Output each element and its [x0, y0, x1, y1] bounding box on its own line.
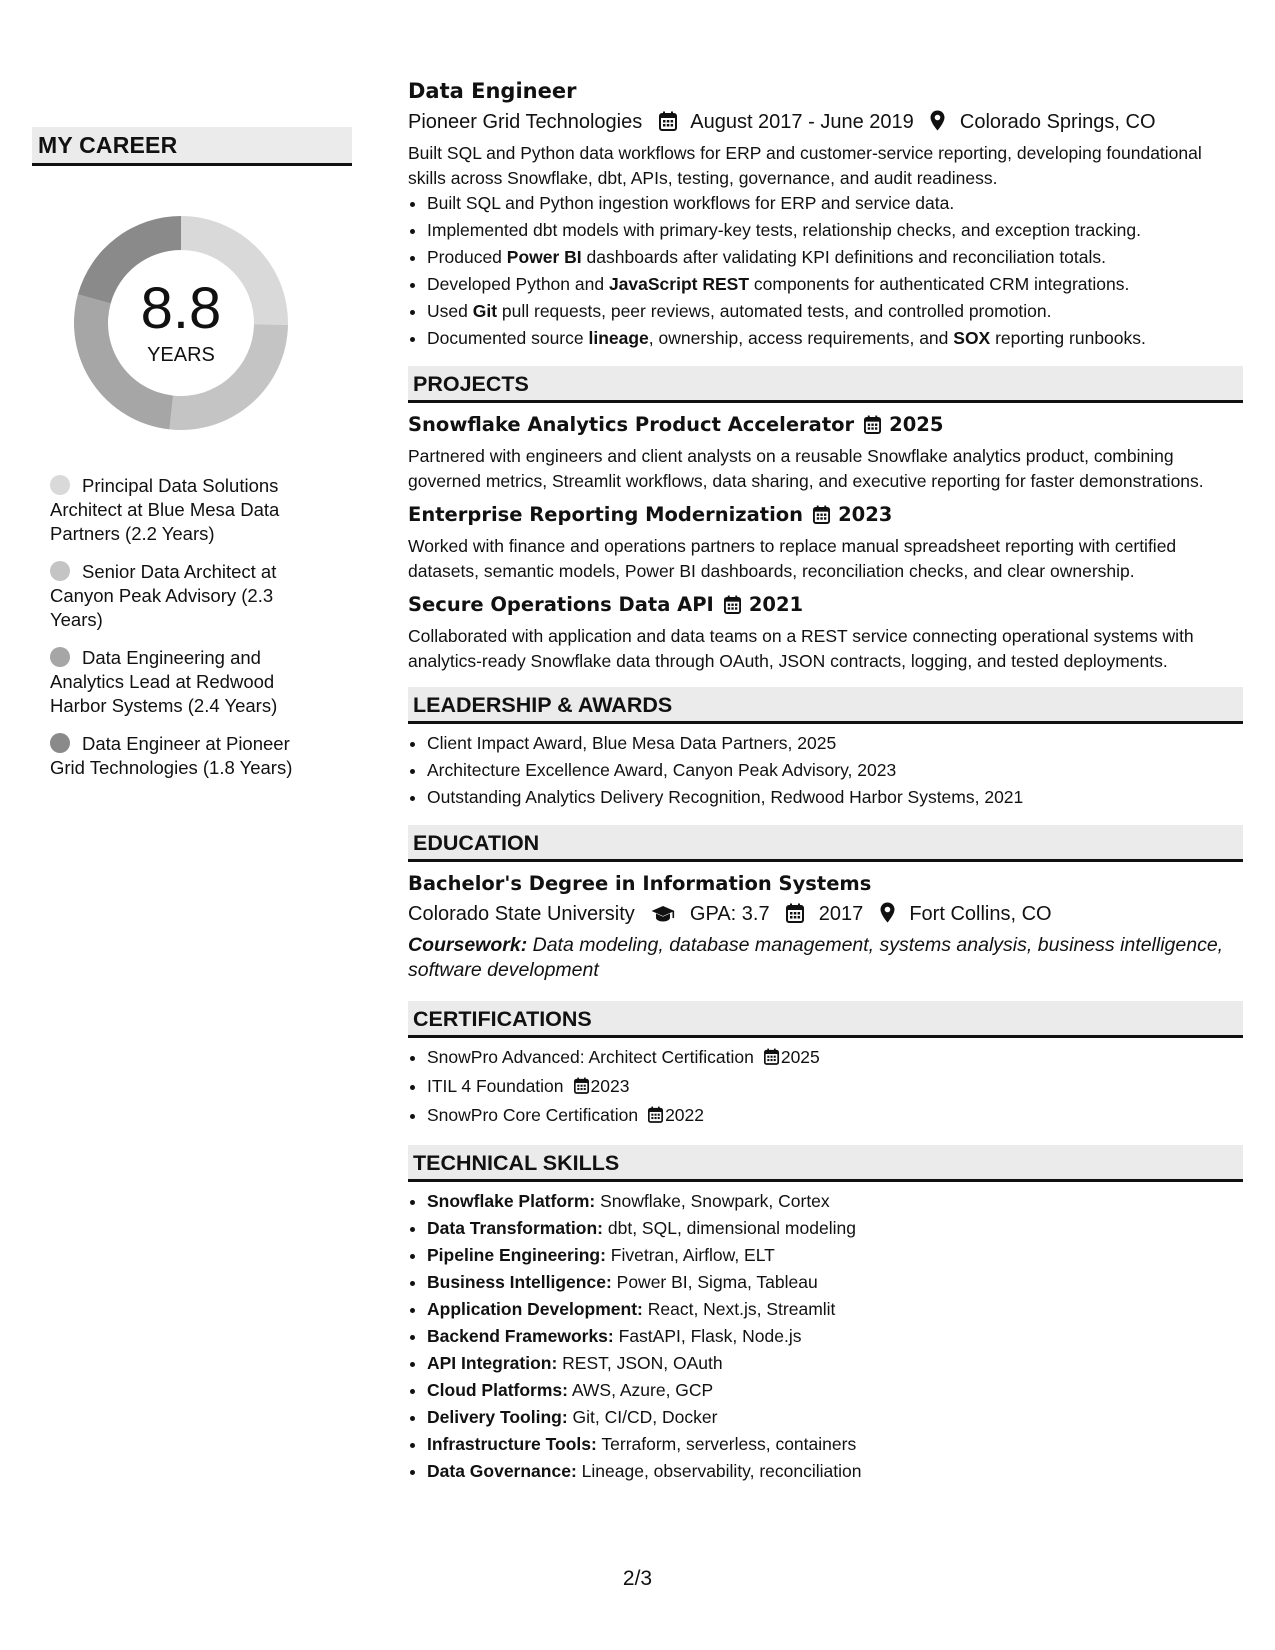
- bullet-text: Produced: [427, 247, 507, 267]
- skill-values: Git, CI/CD, Docker: [572, 1407, 718, 1427]
- skill-item: [427, 1350, 1243, 1377]
- skill-values: Fivetran, Airflow, ELT: [610, 1245, 775, 1265]
- gpa: GPA: 3.7: [689, 903, 770, 925]
- bullet-text: Documented source: [427, 328, 589, 348]
- education-entry: [408, 870, 1243, 983]
- award-item: • Architecture Excellence Award, Canyon Peak Advisory, 2023: [427, 757, 1243, 784]
- project-description: Partnered with engineers and client analysts on a reusable Snowflake analytics product, combining governed metrics, Streamlit workflows, data sharing, and executive reporting for faster demonstrations.: [408, 446, 1204, 491]
- legend-item: [50, 560, 310, 632]
- job-bullet: [427, 190, 1243, 217]
- calendar-icon: [786, 901, 804, 933]
- project-item: [408, 501, 1243, 583]
- bullet-text: Built SQL and Python ingestion workflows for ERP and service data.: [427, 193, 955, 213]
- bullet-text: reporting runbooks.: [990, 328, 1146, 348]
- certifications-header: CERTIFICATIONS: [408, 1001, 1243, 1038]
- coursework-text: Data modeling, database management, systems analysis, business intelligence, software development: [408, 934, 1224, 981]
- legend-label: Data Engineering and Analytics Lead at Redwood Harbor Systems (2.4 Years): [50, 647, 278, 716]
- bullet-emphasis: SOX: [953, 328, 991, 348]
- project-year: 2025: [889, 413, 944, 436]
- bullet-text: dashboards after validating KPI definitions and reconciliation totals.: [581, 247, 1107, 267]
- career-header: MY CAREER: [32, 127, 352, 166]
- bullet-text: , ownership, access requirements, and: [648, 328, 954, 348]
- calendar-icon: [648, 1104, 663, 1131]
- school-location: Fort Collins, CO: [909, 903, 1052, 925]
- bullet-text: pull requests, peer reviews, automated tests, and controlled promotion.: [497, 301, 1052, 321]
- skill-category: Snowflake Platform:: [427, 1191, 596, 1211]
- projects-list: [408, 411, 1243, 673]
- job-bullet: [427, 325, 1243, 352]
- project-title: Secure Operations Data API: [408, 593, 714, 616]
- bullet-emphasis: lineage: [588, 328, 649, 348]
- legend-dot: [50, 733, 70, 753]
- skill-category: API Integration:: [427, 1353, 558, 1373]
- project-title: Enterprise Reporting Modernization: [408, 503, 804, 526]
- skill-item: [427, 1431, 1243, 1458]
- calendar-icon: [724, 594, 741, 622]
- award-item: • Outstanding Analytics Delivery Recognition, Redwood Harbor Systems, 2021: [427, 784, 1243, 811]
- calendar-icon: [764, 1046, 779, 1073]
- certification-year: 2022: [665, 1105, 704, 1125]
- calendar-icon: [574, 1075, 589, 1102]
- project-description: Worked with finance and operations partners to replace manual spreadsheet reporting with certified datasets, semantic models, Power BI dashboards, reconciliation checks, and clear ownership.: [408, 536, 1177, 581]
- legend-label: Principal Data Solutions Architect at Blue Mesa Data Partners (2.2 Years): [50, 475, 280, 544]
- project-title-row: [408, 591, 1243, 622]
- calendar-icon: [813, 504, 830, 532]
- skill-item: [427, 1323, 1243, 1350]
- skill-item: [427, 1215, 1243, 1242]
- graduation-year: 2017: [818, 903, 864, 925]
- award-item: • Client Impact Award, Blue Mesa Data Partners, 2025: [427, 730, 1243, 757]
- certification-item: [427, 1073, 1243, 1102]
- job-bullet: [427, 244, 1243, 271]
- skill-values: Lineage, observability, reconciliation: [581, 1461, 862, 1481]
- skill-item: [427, 1188, 1243, 1215]
- map-pin-icon: [930, 109, 945, 141]
- skills-list: [408, 1188, 1243, 1485]
- degree-title: Bachelor's Degree in Information Systems: [408, 872, 872, 895]
- skill-item: [427, 1269, 1243, 1296]
- certification-name: SnowPro Advanced: Architect Certification: [427, 1047, 754, 1067]
- legend-label: Data Engineer at Pioneer Grid Technologies (1.8 Years): [50, 733, 293, 778]
- job-bullet: [427, 217, 1243, 244]
- project-year: 2023: [838, 503, 893, 526]
- skill-values: AWS, Azure, GCP: [571, 1380, 714, 1400]
- job-title: Data Engineer: [408, 79, 577, 103]
- certification-year: 2023: [590, 1076, 630, 1096]
- skill-category: Infrastructure Tools:: [427, 1434, 597, 1454]
- coursework-label: Coursework:: [408, 934, 528, 956]
- legend-item: [50, 474, 310, 546]
- skill-values: Power BI, Sigma, Tableau: [616, 1272, 818, 1292]
- skill-values: FastAPI, Flask, Node.js: [618, 1326, 802, 1346]
- sidebar: [32, 127, 352, 794]
- skill-item: [427, 1377, 1243, 1404]
- job-meta: [408, 106, 1243, 141]
- projects-header: PROJECTS: [408, 366, 1243, 403]
- job-location: Colorado Springs, CO: [959, 111, 1156, 133]
- map-pin-icon: [880, 901, 895, 933]
- awards-list: [408, 730, 1243, 811]
- skill-item: [427, 1458, 1243, 1485]
- total-years-unit: YEARS: [147, 344, 215, 366]
- graduation-cap-icon: [651, 901, 675, 933]
- bullet-text: Developed Python and: [427, 274, 609, 294]
- project-title: Snowflake Analytics Product Accelerator: [408, 413, 855, 436]
- skills-header: TECHNICAL SKILLS: [408, 1145, 1243, 1182]
- skill-category: Application Development:: [427, 1299, 643, 1319]
- bullet-emphasis: JavaScript REST: [608, 274, 750, 294]
- main-content: [408, 76, 1243, 1485]
- calendar-icon: [659, 109, 677, 141]
- project-year: 2021: [748, 593, 804, 616]
- legend-item: [50, 732, 310, 780]
- skill-category: Business Intelligence:: [427, 1272, 612, 1292]
- legend-dot: [50, 561, 70, 581]
- skill-values: REST, JSON, OAuth: [562, 1353, 723, 1373]
- bullet-text: components for authenticated CRM integrations.: [749, 274, 1130, 294]
- project-title-row: [408, 501, 1243, 532]
- skill-values: React, Next.js, Streamlit: [647, 1299, 836, 1319]
- skill-category: Cloud Platforms:: [427, 1380, 568, 1400]
- job-bullet: [427, 298, 1243, 325]
- legend-label: Senior Data Architect at Canyon Peak Advisory (2.3 Years): [50, 561, 277, 630]
- legend-dot: [50, 647, 70, 667]
- certification-name: ITIL 4 Foundation: [427, 1076, 564, 1096]
- legend-item: [50, 646, 310, 718]
- skill-category: Data Governance:: [427, 1461, 577, 1481]
- donut-center: [66, 208, 296, 438]
- coursework: [408, 933, 1243, 983]
- skill-category: Delivery Tooling:: [427, 1407, 568, 1427]
- certifications-list: [408, 1044, 1243, 1131]
- project-title-row: [408, 411, 1243, 442]
- project-item: [408, 591, 1243, 673]
- job-bullet: [427, 271, 1243, 298]
- school-name: Colorado State University: [408, 903, 635, 925]
- skill-category: Backend Frameworks:: [427, 1326, 614, 1346]
- project-item: [408, 411, 1243, 493]
- job-summary: Built SQL and Python data workflows for ERP and customer-service reporting, developing foundational skills across Snowflake, dbt, APIs, testing, governance, and audit readiness.: [408, 143, 1202, 188]
- certification-name: SnowPro Core Certification: [427, 1105, 639, 1125]
- certification-item: [427, 1102, 1243, 1131]
- skill-item: [427, 1404, 1243, 1431]
- job-dates: August 2017 - June 2019: [690, 111, 914, 133]
- bullet-text: Implemented dbt models with primary-key tests, relationship checks, and exception tracking.: [427, 220, 1141, 240]
- job-bullets: [408, 190, 1243, 352]
- education-meta: [408, 898, 1243, 933]
- total-years-value: 8.8: [140, 276, 222, 341]
- bullet-emphasis: Git: [472, 301, 498, 321]
- skill-values: dbt, SQL, dimensional modeling: [607, 1218, 856, 1238]
- career-donut-chart: [66, 208, 296, 438]
- job-entry: [408, 76, 1243, 352]
- page-number: 2/3: [622, 1567, 653, 1590]
- calendar-icon: [864, 414, 881, 442]
- education-header: EDUCATION: [408, 825, 1243, 862]
- bullet-text: Used: [427, 301, 473, 321]
- certification-item: [427, 1044, 1243, 1073]
- skill-item: [427, 1242, 1243, 1269]
- career-legend: [50, 474, 310, 780]
- skill-values: Snowflake, Snowpark, Cortex: [600, 1191, 830, 1211]
- certification-year: 2025: [780, 1047, 820, 1067]
- skill-values: Terraform, serverless, containers: [601, 1434, 857, 1454]
- awards-header: LEADERSHIP & AWARDS: [408, 687, 1243, 724]
- legend-dot: [50, 475, 70, 495]
- skill-category: Pipeline Engineering:: [427, 1245, 606, 1265]
- skill-category: Data Transformation:: [427, 1218, 603, 1238]
- project-description: Collaborated with application and data teams on a REST service connecting operational systems with analytics-ready Snowflake data through OAuth, JSON contracts, logging, and tested deployments.: [408, 626, 1194, 671]
- bullet-emphasis: Power BI: [506, 247, 582, 267]
- skill-item: [427, 1296, 1243, 1323]
- job-company: Pioneer Grid Technologies: [408, 111, 643, 133]
